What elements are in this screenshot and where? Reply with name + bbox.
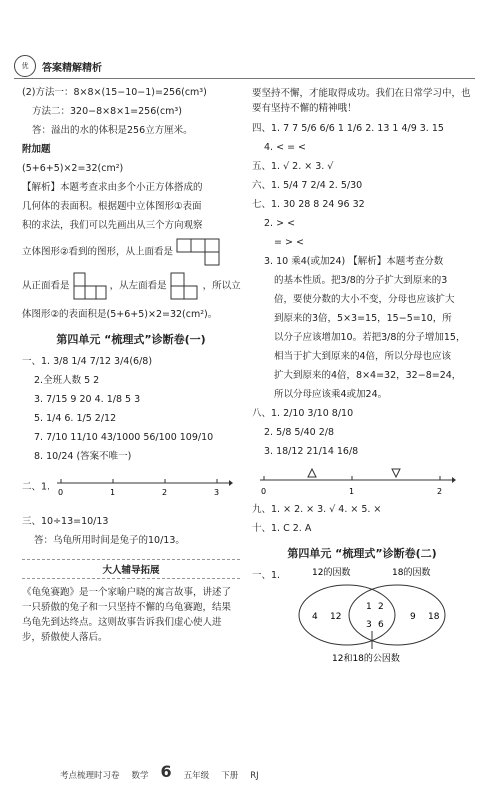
top-view-figure bbox=[176, 238, 222, 266]
venn-common-3: 6 bbox=[378, 620, 384, 630]
number-line-figure bbox=[53, 469, 233, 505]
text-line: 【解析】本题考查求由多个小正方体搭成的 bbox=[22, 182, 203, 193]
text-line: 几何体的表面积。根据题中立体图形①表面 bbox=[22, 201, 202, 212]
text-line: 积的求法，我们可以先画出从三个方向观察 bbox=[22, 220, 203, 231]
venn-common-2: 3 bbox=[366, 620, 372, 630]
svg-text:3: 3 bbox=[214, 488, 220, 497]
venn-left-only-1: 12 bbox=[330, 612, 342, 622]
venn-right-label: 18的因数 bbox=[392, 568, 431, 578]
answer-line: 九、1. × 2. × 3. √ 4. × 5. × bbox=[252, 504, 382, 515]
answer-line: 2. 5/8 5/40 2/8 bbox=[264, 427, 335, 438]
answer-line: 六、1. 5/4 7 2/4 2. 5/30 bbox=[252, 180, 363, 191]
section-title: 第四单元 “梳理式”诊断卷(二) bbox=[287, 547, 437, 560]
text-seg: ，从左面看是 bbox=[109, 280, 167, 292]
answer-line: 2. > < bbox=[264, 218, 296, 229]
svg-text:0: 0 bbox=[58, 488, 64, 497]
question-label: 二、1. bbox=[22, 481, 51, 493]
venn-bottom-label: 12和18的公因数 bbox=[332, 654, 400, 664]
text-line: 倍，要使分数的大小不变，分母也应该扩大 bbox=[274, 294, 455, 305]
header-divider bbox=[14, 78, 475, 79]
footer-edition: RJ bbox=[250, 771, 259, 781]
text-line bbox=[22, 238, 240, 266]
page-footer bbox=[60, 762, 429, 781]
text-line: 所以分母应该乘4或加24。 bbox=[274, 389, 388, 400]
answer-line: 答：乌龟所用时间是兔子的10/13。 bbox=[34, 535, 185, 546]
answer-line: 四、1. 7 7 5/6 6/6 1 1/6 2. 13 1 4/9 3. 15 bbox=[252, 123, 444, 134]
text-line: 答：溢出的水的体积是256立方厘米。 bbox=[32, 125, 193, 136]
story-paragraph: 《龟兔赛跑》是一个家喻户晓的寓言故事，讲述了一只骄傲的兔子和一只坚持不懈的乌龟赛跑，结果乌龟先到达终点。这则故事告诉我们虚心使人进步，骄傲使人落后。 bbox=[22, 587, 232, 643]
answer-line: 3. 10 乘4(或加24) 【解析】本题考查分数 bbox=[264, 256, 444, 267]
front-view-figure bbox=[73, 272, 107, 300]
footer-book: 考点梳理时习卷 bbox=[60, 771, 120, 781]
text-line: 立体图形②看到的图形，从上面看是 bbox=[22, 246, 174, 258]
number-line-question bbox=[22, 469, 240, 509]
footer-term: 下册 bbox=[221, 771, 239, 781]
answer-line: 3. 7/15 9 20 4. 1/8 5 3 bbox=[34, 394, 141, 405]
answer-line: 7. 7/10 11/10 43/1000 56/100 109/10 bbox=[34, 432, 214, 443]
header-title: 答案精解精析 bbox=[42, 62, 102, 74]
answer-line: 8. 10/24 (答案不唯一) bbox=[34, 451, 132, 462]
svg-text:2: 2 bbox=[437, 487, 443, 496]
text-line: (2)方法一：8×8×(15−10−1)=256(cm³) bbox=[22, 87, 207, 98]
svg-text:1: 1 bbox=[110, 488, 116, 497]
text-line: (5+6+5)×2=32(cm²) bbox=[22, 163, 124, 174]
answer-line: 一、1. 3/8 1/4 7/12 3/4(6/8) bbox=[22, 356, 153, 367]
answer-line: = > < bbox=[274, 237, 304, 248]
venn-question bbox=[252, 569, 472, 665]
venn-left-label: 12的因数 bbox=[312, 568, 351, 578]
text-line: 以分子应该增加10。若把3/8的分子增加15， bbox=[274, 332, 466, 343]
text-line: 相当于扩大到原来的4倍，所以分母也应该 bbox=[274, 351, 452, 362]
text-seg: 从正面看是 bbox=[22, 280, 70, 292]
story-heading: 大人辅导拓展 bbox=[22, 559, 240, 579]
answer-line: 七、1. 30 28 8 24 96 32 bbox=[252, 199, 365, 210]
text-line: 的基本性质。把3/8的分子扩大到原来的3 bbox=[274, 275, 448, 286]
venn-left-only-0: 4 bbox=[312, 612, 318, 622]
venn-common-1: 2 bbox=[378, 602, 384, 612]
answer-line: 4. < = < bbox=[264, 142, 307, 153]
question-label: 一、1. bbox=[252, 570, 281, 581]
text-line bbox=[22, 272, 240, 302]
answer-line: 十、1. C 2. A bbox=[252, 523, 312, 534]
text-line: 体图形②的表面积是(5+6+5)×2=32(cm²)。 bbox=[22, 309, 218, 320]
text-seg: ，所以立 bbox=[202, 280, 241, 292]
text-line: 扩大到原来的4倍，8×4=32，32−8=24， bbox=[274, 370, 462, 381]
text-line: 到原来的3倍，5×3=15，15−5=10，所 bbox=[274, 313, 452, 324]
venn-right-only-1: 18 bbox=[428, 612, 440, 622]
section-title: 第四单元 “梳理式”诊断卷(一) bbox=[56, 333, 206, 346]
page-number: 6 bbox=[160, 762, 172, 781]
left-view-figure bbox=[170, 272, 200, 300]
page-header bbox=[14, 55, 102, 77]
section-heading: 附加题 bbox=[22, 144, 51, 155]
number-line-figure bbox=[252, 464, 462, 500]
venn-common-0: 1 bbox=[366, 602, 372, 612]
answer-line: 五、1. √ 2. × 3. √ bbox=[252, 161, 334, 172]
svg-text:1: 1 bbox=[349, 487, 355, 496]
answer-line: 2.全班人数 5 2 bbox=[34, 375, 100, 386]
footer-subject: 数学 bbox=[131, 771, 149, 781]
answer-line: 3. 18/12 21/14 16/8 bbox=[264, 446, 359, 457]
svg-text:0: 0 bbox=[261, 487, 267, 496]
answer-line: 三、10÷13=10/13 bbox=[22, 516, 109, 527]
footer-grade: 五年级 bbox=[183, 771, 210, 781]
header-badge: 优 bbox=[14, 55, 36, 77]
venn-right-only-0: 9 bbox=[410, 612, 416, 622]
left-column bbox=[22, 86, 240, 651]
right-column bbox=[252, 86, 472, 671]
answer-line: 5. 1/4 6. 1/5 2/12 bbox=[34, 413, 117, 424]
svg-text:2: 2 bbox=[162, 488, 168, 497]
text-paragraph: 要坚持不懈，才能取得成功。我们在日常学习中，也要有坚持不懈的精神哦！ bbox=[252, 88, 471, 114]
text-line: 方法二：320−8×8×1=256(cm³) bbox=[32, 106, 182, 117]
answer-line: 八、1. 2/10 3/10 8/10 bbox=[252, 408, 354, 419]
venn-diagram bbox=[282, 565, 462, 665]
